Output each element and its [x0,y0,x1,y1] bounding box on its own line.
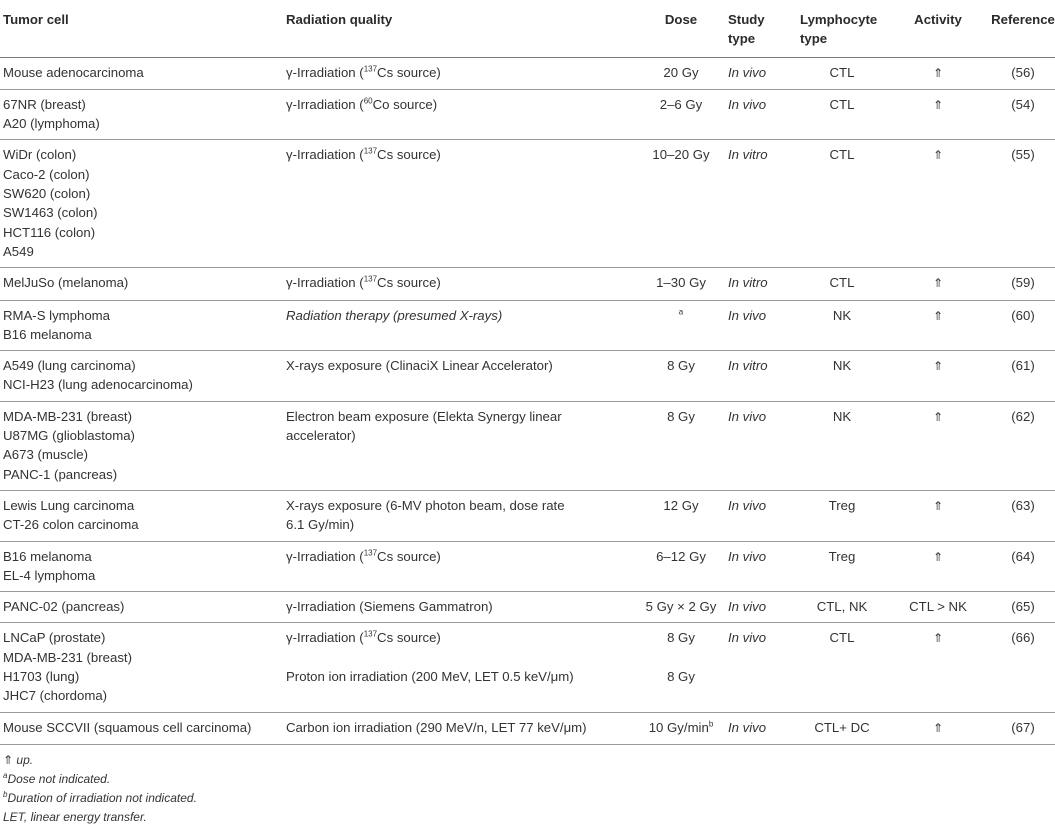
dose [642,268,720,300]
dose-value: 6–12 Gy [656,548,706,564]
reference: (62) [1011,408,1035,424]
tumor-cell [0,592,286,623]
tumor-cell [0,712,286,744]
dose [642,623,720,712]
lymphocyte-type: NK [832,307,852,323]
study-type: In vivo [728,64,767,80]
reference: (59) [1011,275,1035,291]
study-type: In vitro [728,147,768,163]
tumor-cell-line: B16 melanoma [3,326,92,342]
isotope-mass-number: 137 [363,274,378,284]
radiation-text: 6.1 Gy/min) [286,517,355,533]
line-gap [642,648,720,667]
radiation-text-pre: γ-Irradiation ( [286,275,364,291]
activity [894,490,982,541]
header-radiation-quality: Radiation quality [286,12,393,27]
radiation-quality-line [286,273,642,292]
dose-line [642,63,720,82]
tumor-cell [0,57,286,89]
radiation-text: accelerator) [286,428,356,444]
tumor-cell-line: Mouse SCCVII (squamous cell carcinoma) [3,719,252,735]
tumor-cell-line: CT-26 colon carcinoma [3,517,139,533]
radiation-quality-line [286,667,642,686]
tumor-cell-line: A549 [3,243,34,259]
tumor-cell [0,541,286,592]
radiation-quality [286,401,642,490]
activity-text: CTL > NK [909,599,967,615]
header-lymphocyte-type [790,0,894,57]
dose-line [642,407,720,426]
table-row [0,401,1055,490]
dose-value: 8 Gy [667,668,695,684]
study-type: In vivo [728,497,767,513]
radiation-text: X-rays exposure (ClinaciX Linear Accelerator) [286,358,553,374]
lymphocyte-type: CTL [829,147,855,163]
line-gap [286,648,642,667]
tumor-cell [0,268,286,300]
tumor-cell-line: B16 melanoma [3,548,92,564]
reference: (60) [1011,307,1035,323]
isotope-mass-number: 137 [363,64,378,74]
lymphocyte-type: NK [832,358,852,374]
tumor-cell-line: Lewis Lung carcinoma [3,497,135,513]
table-body [0,57,1055,744]
radiation-text: Proton ion irradiation (200 MeV, LET 0.5 keV/μm) [286,668,574,684]
reference: (55) [1011,147,1035,163]
reference: (63) [1011,497,1035,513]
tumor-cell-line: Mouse adenocarcinoma [3,64,144,80]
activity [894,300,982,351]
table-row [0,300,1055,351]
tumor-cell [0,401,286,490]
lymphocyte-type: CTL [829,64,855,80]
dose-line [642,356,720,375]
tumor-cell-line: HCT116 (colon) [3,224,96,240]
dose-line [642,273,720,292]
reference: (61) [1011,358,1035,374]
dose [642,300,720,351]
footnote-a [3,770,1055,789]
radiation-quality-line [286,145,642,164]
radiation-text-pre: γ-Irradiation ( [286,548,364,564]
tumor-cell-line: MelJuSo (melanoma) [3,275,129,291]
dose-value: 8 Gy [667,630,695,646]
table-row [0,351,1055,402]
header-row [0,0,1055,57]
up-arrow-icon: ⇑ [932,97,944,112]
dose-line [642,145,720,164]
up-arrow-icon: ⇑ [932,65,944,80]
reference: (54) [1011,96,1035,112]
up-arrow-icon: ⇑ [932,148,944,163]
tumor-cell-line: A549 (lung carcinoma) [3,358,136,374]
lymphocyte-type: CTL, NK [816,599,868,615]
radiation-quality-line [286,95,642,114]
tumor-cell-line: EL-4 lymphoma [3,567,96,583]
radiation-text: Cs source) [377,275,441,291]
dose [642,401,720,490]
radiation-text: Radiation therapy (presumed X-rays) [286,307,503,323]
study-type: In vivo [728,719,767,735]
radiation-quality-line [286,718,642,737]
dose-line [642,718,720,737]
radiation-text-pre: γ-Irradiation ( [286,96,364,112]
footnote-let: LET, linear energy transfer. [3,809,147,824]
radiation-quality [286,623,642,712]
tumor-cell [0,300,286,351]
study-type: In vivo [728,307,767,323]
up-arrow-icon: ⇑ [932,308,944,323]
reference: (65) [1011,599,1035,615]
study-type: In vivo [728,96,767,112]
up-arrow-icon: ⇑ [932,276,944,291]
reference: (56) [1011,64,1035,80]
radiation-text: Cs source) [377,64,441,80]
tumor-cell-line: PANC-1 (pancreas) [3,466,118,482]
dose [642,140,720,268]
table-row [0,592,1055,623]
footnote-mark: a [678,307,684,317]
dose-line [642,95,720,114]
study-type: In vivo [728,408,767,424]
header-study-type-line2: type [728,31,756,47]
study-type: In vivo [728,548,767,564]
tumor-cell [0,351,286,402]
dose-line [642,547,720,566]
footnote-a-mark: a [3,770,8,780]
radiation-quality-line [286,63,642,82]
dose-line [642,496,720,515]
table-row [0,89,1055,140]
footnote-arrow-text: up. [13,752,34,767]
dose-line [642,628,720,647]
lymphocyte-type: Treg [828,497,856,513]
reference: (64) [1011,548,1035,564]
radiation-quality [286,490,642,541]
dose-value: 10 Gy/min [648,719,709,735]
radiation-text: Electron beam exposure (Elekta Synergy linear [286,408,562,424]
tumor-cell [0,490,286,541]
activity [894,57,982,89]
footnote-arrow [3,751,1055,770]
header-lymphocyte-type-line2: type [800,31,828,47]
table-row [0,57,1055,89]
header-lymphocyte-type-line1: Lymphocyte [800,12,878,27]
radiation-quality [286,89,642,140]
dose [642,541,720,592]
dose-value: 20 Gy [663,64,699,80]
isotope-mass-number: 137 [363,147,378,157]
tumor-cell-line: A20 (lymphoma) [3,116,100,132]
study-type: In vivo [728,599,767,615]
radiation-quality [286,351,642,402]
lymphocyte-type: NK [832,408,852,424]
tumor-cell-line: SW620 (colon) [3,186,91,202]
header-tumor-cell: Tumor cell [3,12,69,27]
table-header [0,0,1055,57]
radiation-quality [286,300,642,351]
radiation-text-pre: γ-Irradiation ( [286,630,364,646]
radiation-text: Cs source) [377,548,441,564]
tumor-cell-line: A673 (muscle) [3,447,89,463]
up-arrow-icon: ⇑ [3,752,14,767]
radiation-quality [286,268,642,300]
dose-value: 5 Gy × 2 Gy [645,599,717,615]
tumor-cell-line: Caco-2 (colon) [3,166,90,182]
tumor-cell-line: 67NR (breast) [3,96,86,112]
dose-value: 10–20 Gy [652,147,710,163]
dose-line [642,306,720,325]
isotope-mass-number: 137 [363,548,378,558]
radiation-text-pre: γ-Irradiation ( [286,64,364,80]
dose [642,89,720,140]
activity [894,712,982,744]
header-dose: Dose [664,12,698,27]
footnote-b-text: Duration of irradiation not indicated. [7,790,197,805]
tumor-cell-line: PANC-02 (pancreas) [3,599,125,615]
up-arrow-icon: ⇑ [932,359,944,374]
footnote-mark: b [708,719,714,729]
dose-value: 1–30 Gy [656,275,706,291]
header-activity: Activity [914,12,962,27]
radiation-text: X-rays exposure (6-MV photon beam, dose rate [286,497,565,513]
lymphocyte-type: CTL [829,96,855,112]
radiation-quality [286,140,642,268]
radiation-quality [286,541,642,592]
tumor-cell-line: MDA-MB-231 (breast) [3,408,132,424]
dose [642,712,720,744]
radiation-text: Co source) [372,96,438,112]
radiation-quality-line [286,515,642,534]
header-study-type-line1: Study [728,12,765,27]
tumor-cell [0,140,286,268]
tumor-cell [0,623,286,712]
radiation-quality-line [286,496,642,515]
radiation-text: γ-Irradiation (Siemens Gammatron) [286,599,493,615]
dose-line [642,597,720,616]
activity [894,401,982,490]
tumor-cell-line: NCI-H23 (lung adenocarcinoma) [3,377,193,393]
dose-value: 12 Gy [663,497,699,513]
tumor-cell-line: MDA-MB-231 (breast) [3,649,132,665]
tumor-cell-line: LNCaP (prostate) [3,630,106,646]
isotope-mass-number: 60 [363,96,373,106]
dose-value: 8 Gy [667,358,695,374]
dose [642,351,720,402]
table-footnotes [0,745,1055,827]
tumor-cell [0,89,286,140]
lymphocyte-type: CTL+ DC [814,719,870,735]
lymphocyte-type: CTL [829,630,855,646]
study-type: In vitro [728,275,768,291]
activity [894,89,982,140]
dose [642,490,720,541]
table-row [0,140,1055,268]
radiation-quality-line [286,547,642,566]
lymphocyte-type: Treg [828,548,856,564]
up-arrow-icon: ⇑ [932,631,944,646]
tumor-cell-line: JHC7 (chordoma) [3,688,108,704]
dose-value: 8 Gy [667,408,695,424]
reference: (66) [1011,630,1035,646]
radiation-text: Carbon ion irradiation (290 MeV/n, LET 77 keV/μm) [286,719,587,735]
footnote-a-text: Dose not indicated. [7,771,111,786]
up-arrow-icon: ⇑ [932,720,944,735]
table-row [0,541,1055,592]
activity [894,268,982,300]
radiation-quality-line [286,407,642,426]
tumor-cell-line: U87MG (glioblastoma) [3,428,135,444]
radiation-quality [286,712,642,744]
radiation-quality-line [286,356,642,375]
radiation-text: Cs source) [377,147,441,163]
dose [642,592,720,623]
radiation-quality [286,57,642,89]
up-arrow-icon: ⇑ [932,549,944,564]
up-arrow-icon: ⇑ [932,498,944,513]
reference: (67) [1011,719,1035,735]
tumor-cell-line: H1703 (lung) [3,669,80,685]
dose [642,57,720,89]
activity [894,592,982,623]
table-row [0,490,1055,541]
tumor-cell-line: SW1463 (colon) [3,205,98,221]
activity [894,140,982,268]
footnote-b-mark: b [3,789,8,799]
lymphocyte-type: CTL [829,275,855,291]
radiation-text-pre: γ-Irradiation ( [286,147,364,163]
radiation-quality-line [286,628,642,647]
activity [894,623,982,712]
header-reference: Reference [991,12,1055,27]
radiation-quality-line [286,597,642,616]
table-row [0,268,1055,300]
header-study-type [720,0,790,57]
table-row [0,712,1055,744]
dose-value: 2–6 Gy [659,96,703,112]
dose-line [642,667,720,686]
radiation-quality-line [286,306,642,325]
study-type: In vivo [728,630,767,646]
tumor-cell-line: WiDr (colon) [3,147,77,163]
radiation-quality-line [286,426,642,445]
up-arrow-icon: ⇑ [932,409,944,424]
study-type: In vitro [728,358,768,374]
activity [894,351,982,402]
activity [894,541,982,592]
radiation-quality [286,592,642,623]
footnote-b [3,789,1055,808]
radiation-text: Cs source) [377,630,441,646]
tumor-cell-line: RMA-S lymphoma [3,307,110,323]
table-row [0,623,1055,712]
isotope-mass-number: 137 [363,630,378,640]
